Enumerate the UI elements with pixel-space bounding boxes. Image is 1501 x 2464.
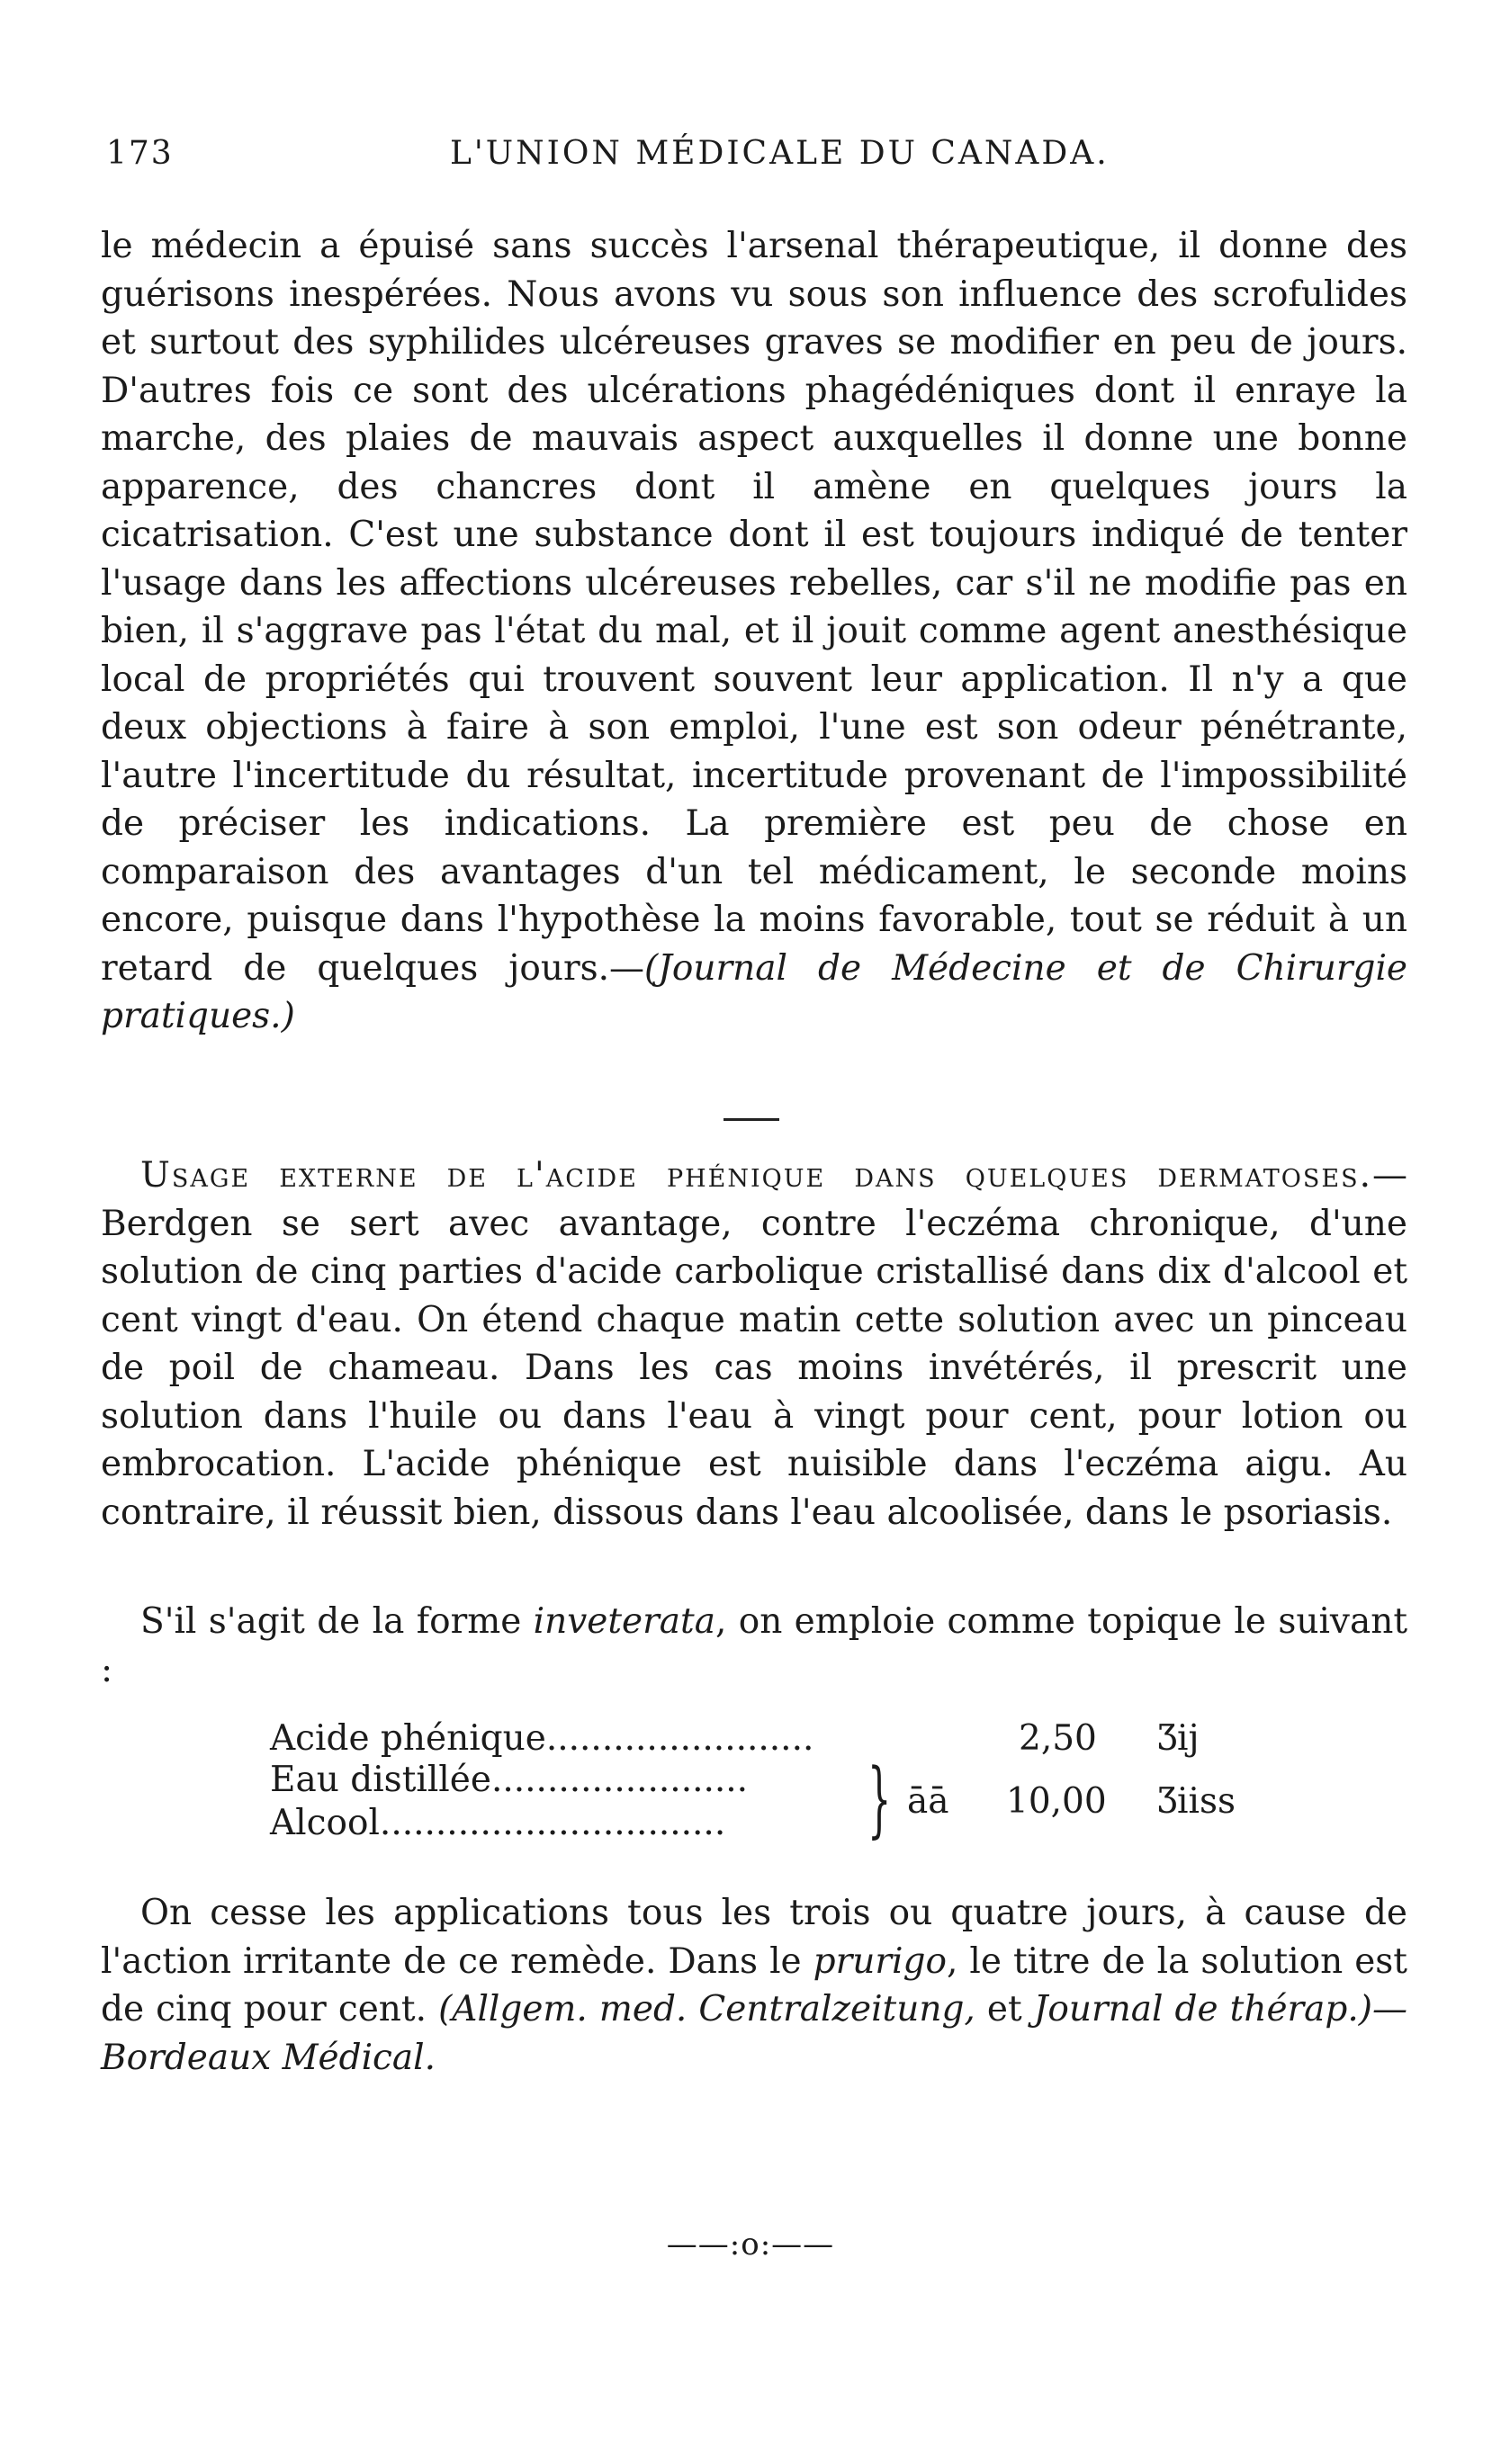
recipe-leader-dots: ...............................: [379, 1803, 726, 1843]
recipe-ingredient: Eau distillée: [270, 1760, 491, 1800]
paragraph-1: [101, 222, 1407, 1041]
recipe-leader-dots: ........................: [545, 1718, 814, 1759]
paragraph-4-italic-prurigo: prurigo: [813, 1940, 947, 1982]
recipe-brace: }: [867, 1751, 892, 1847]
section-rule: [724, 1118, 779, 1121]
recipe-ana-symbol: āā: [907, 1781, 949, 1822]
recipe-ingredient: Acide phénique: [270, 1718, 546, 1759]
paragraph-3-text-after: , on emploie comme topique le suivant :: [101, 1601, 1407, 1690]
recipe-ingredient: Alcool: [270, 1803, 380, 1843]
end-ornament: [0, 2227, 1501, 2262]
paragraph-4-text-1: On cesse les applications tous les trois ou quatre jours, à cause de l'action irritante de ce remède. Dans le: [101, 1893, 1407, 1982]
recipe-leader-dots: .......................: [490, 1760, 749, 1800]
recipe-row-acide: [270, 1718, 813, 1759]
page-header: [106, 135, 1407, 180]
recipe-unit: Ʒij: [1157, 1718, 1200, 1759]
paragraph-3-text-before: S'il s'agit de la forme: [140, 1601, 534, 1642]
paragraph-1-text: le médecin a épuisé sans succès l'arsenal thérapeutique, il donne des guérisons inespérées. Nous avons vu sous son influence des scrofulides et surtout des syphilides ulcéreuses graves se modifier en peu de jours. D'autres fois ce sont des ulcérations phagédéniques dont il enraye la marche, des plaies de mauvais aspect auxquelles il donne une bonne apparence, des chancres dont il amène en quelques jours la cicatrisation. C'est une substance dont il est toujours indiqué de tenter l'usage dans les affections ulcéreuses rebelles, car s'il ne modifie pas en bien, il s'aggrave pas l'état du mal, et il jouit comme agent anesthésique local de propriétés qui trouvent souvent leur application. Il n'y a que deux objections à faire à son emploi, l'une est son odeur pénétrante, l'autre l'incertitude du résultat, incertitude provenant de l'impossibilité de préciser les indications. La première est peu de chose en comparaison des avantages d'un tel médicament, le seconde moins encore, puisque dans l'hypothèse la moins favorable, tout se réduit à un retard de quelques jours.—: [101, 226, 1407, 989]
paragraph-4: [101, 1889, 1407, 2082]
citation-allgem: (Allgem. med. Centralzeitung,: [438, 1989, 975, 2029]
recipe-row-alcool: [270, 1803, 725, 1843]
recipe-quantity: 2,50: [1019, 1718, 1097, 1759]
paragraph-2: [101, 1151, 1407, 1537]
recipe-unit: Ʒiiss: [1157, 1781, 1236, 1822]
paragraph-2-text: —Berdgen se sert avec avantage, contre l'eczéma chronique, d'une solution de cinq parties d'acide carbolique cristallisé dans dix d'alcool et cent vingt d'eau. On étend chaque matin cette solution avec un pinceau de poil de chameau. Dans les cas moins invétérés, il prescrit une solution dans l'huile ou dans l'eau à vingt pour cent, pour lotion ou embrocation. L'acide phénique est nuisible dans l'eczéma aigu. Au contraire, il réussit bien, dissous dans l'eau alcoolisée, dans le psoriasis.: [101, 1155, 1407, 1533]
citation-bordeaux: Journal de thérap.)—Bordeaux Médical.: [101, 1989, 1408, 2078]
section-heading: Usage externe de l'acide phénique dans quelques dermatoses.: [140, 1155, 1372, 1196]
citation-journal-medecine: (Journal de Médecine et de Chirurgie pratiques.): [101, 947, 1407, 1036]
page-number: 173: [106, 135, 174, 172]
paragraph-3-italic: inveterata: [533, 1601, 715, 1642]
end-mark: ——:o:——: [666, 2227, 835, 2262]
paragraph-4-text-3: et: [975, 1989, 1034, 2029]
paragraph-4-text-2: , le titre de la solution est de cinq pour cent.: [101, 1940, 1407, 2029]
paragraph-3: [101, 1598, 1407, 1694]
recipe-quantity: 10,00: [1006, 1781, 1107, 1822]
running-title: L'UNION MÉDICALE DU CANADA.: [450, 135, 1110, 172]
recipe-row-eau: [270, 1760, 748, 1800]
